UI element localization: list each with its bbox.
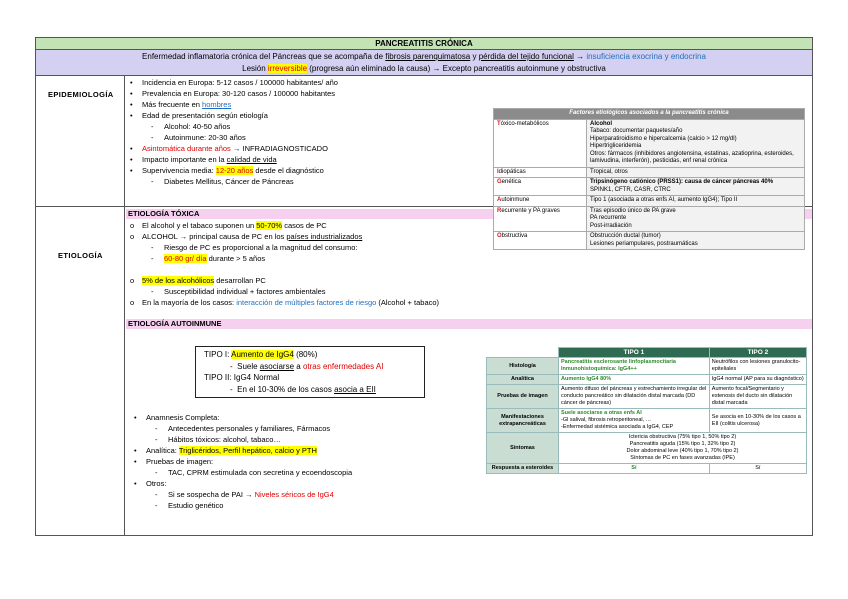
- def-text: y: [470, 52, 479, 61]
- list-item: • Pruebas de imagen:: [134, 457, 214, 466]
- list-item: o 5% de los alcohólicos desarrollan PC: [130, 276, 266, 285]
- list-item: - 60-80 gr/ día durante > 5 años: [151, 254, 266, 263]
- etiology-autoimmune-header: ETIOLOGÍA AUTOINMUNE: [126, 319, 812, 329]
- header-band: [486, 209, 493, 219]
- table-row: Tóxico-metabólicos Alcohol Tabaco: documentar paquetes/año Hiperparatiroidismo e hipercalcemia (calcio > 12 mg/dl) Hipertrigliceridemia Otros: fármacos (inhibidores angiotensina, estatinas, azatioprina, esteroides, lamivudina, interferón), pesticidas, enf renal crónica: [494, 119, 805, 167]
- table-row: Genética Tripsinógeno catiónico (PRSS1): causa de cáncer páncreas 40% SPINK1, CFTR, CASR, CTRC: [494, 178, 805, 196]
- list-item: - Antecedentes personales y familiares, Fármacos: [155, 424, 331, 433]
- list-item: • Otros:: [134, 479, 167, 488]
- def-fibrosis: fibrosis parenquimatosa: [385, 52, 471, 61]
- list-item: - TAC, CPRM estimulada con secretina y ecoendoscopia: [155, 468, 353, 477]
- table-row: Autoinmune Tipo 1 (asociada a otras enfs AI, aumento IgG4); Tipo II: [494, 196, 805, 207]
- list-item: - Riesgo de PC es proporcional a la magnitud del consumo:: [151, 243, 358, 252]
- etiology-factors-table: [493, 108, 805, 250]
- def-text: (progresa aún eliminado la causa) → Excepto pancreatitis autoinmune y obstructiva: [307, 64, 606, 73]
- type2-header: TIPO 2: [709, 348, 806, 358]
- def-text: Enfermedad inflamatoria crónica del Páncreas que se acompaña de: [142, 52, 386, 61]
- list-item: o En la mayoría de los casos: interacción de múltiples factores de riesgo (Alcohol + tabaco): [130, 298, 440, 307]
- list-item: • Incidencia en Europa: 5-12 casos / 100000 habitantes/ año: [130, 78, 338, 87]
- table-row: Histología Pancreatitis esclerosante linfoplasmocitaria Inmunohistoquímica: IgG4++ Neutrófilos con lesiones granulocito-epiteliales: [487, 358, 807, 375]
- list-item: - Si se sospecha de PAI → Niveles séricos de IgG4: [155, 490, 334, 499]
- etiology-toxic-header: ETIOLOGÍA TÓXICA: [126, 209, 486, 219]
- header-band: [805, 209, 812, 219]
- list-item: - Alcohol: 40-50 años: [151, 122, 231, 131]
- list-item: • Analítica: Triglicéridos, Perfil hepático, calcio y PTH: [134, 446, 317, 455]
- table-row: Analítica Aumento IgG4 80% IgG4 normal (AP para su diagnóstico): [487, 375, 807, 385]
- def-irreversible: irreversible: [267, 64, 308, 73]
- list-item: - Diabetes Mellitus, Cáncer de Páncreas: [151, 177, 294, 186]
- list-item: • Impacto importante en la calidad de vida: [130, 155, 277, 164]
- list-item: - Hábitos tóxicos: alcohol, tabaco…: [155, 435, 281, 444]
- table-row: Manifestaciones extrapancreáticas Suele asociarse a otras enfs AI -Gl salival, fibrosis retroperitoneal, … -Enfermedad sistémica asociada a IgG4, CEP Se asocia en 10-30% de los casos a EII (colitis ulcerosa): [487, 409, 807, 433]
- def-arrow: →: [573, 52, 587, 61]
- table-row: Obstructiva Obstrucción ductal (tumor) Lesiones periampulares, postraumáticas: [494, 232, 805, 250]
- divider: [124, 76, 125, 536]
- link-hombres[interactable]: hombres: [202, 100, 232, 109]
- list-item: • Anamnesis Completa:: [134, 413, 220, 422]
- list-item: - Autoinmune: 20-30 años: [151, 133, 246, 142]
- section-label-etiology: ETIOLOGÍA: [58, 251, 103, 260]
- autoimmune-types-box: TIPO I: Aumento de IgG4 (80%) - Suele asociarse a otras enfermedades AI TIPO II: IgG4 Normal - En el 10-30% de los casos asocia a EII: [195, 346, 425, 398]
- list-item: o ALCOHOL → principal causa de PC en los países industrializados: [130, 232, 363, 241]
- list-item: - Estudio genético: [155, 501, 224, 510]
- def-text: Lesión: [242, 64, 268, 73]
- epidemiology-list: [130, 77, 490, 187]
- list-item: - Susceptibilidad individual + factores ambientales: [151, 287, 326, 296]
- list-item: • Asintomática durante años → INFRADIAGNOSTICADO: [130, 144, 328, 153]
- table-row: Pruebas de imagen Aumento difuso del páncreas y estrechamiento irregular del conducto pancreático sin dilatación distal marcada (DD cáncer de páncreas) Aumento focal/Segmentario y estenosis del ducto sin dilatación distal marcada: [487, 385, 807, 409]
- type1-header: TIPO 1: [559, 348, 710, 358]
- section-label-epidemiology: EPIDEMIOLOGÍA: [48, 90, 114, 99]
- factors-table-title: Factores etiológicos asociados a la pancreatitis crónica: [494, 109, 805, 120]
- list-item: • Prevalencia en Europa: 30-120 casos / 100000 habitantes: [130, 89, 336, 98]
- etiology-toxic-list: [130, 220, 490, 308]
- diagnosis-list: [134, 412, 484, 511]
- def-insufficiency: insuficiencia exocrina y endocrina: [586, 52, 706, 61]
- autoimmune-types-table: [486, 347, 807, 474]
- list-item: • Supervivencia media: 12-20 años desde el diagnóstico: [130, 166, 324, 175]
- page-title: PANCREATITIS CRÓNICA: [35, 37, 813, 50]
- spacer: [130, 264, 490, 275]
- list-item: • Edad de presentación según etiología: [130, 111, 268, 120]
- table-row: Síntomas Ictericia obstructiva (75% tipo 1, 50% tipo 2) Pancreatitis aguda (15% tipo 1, 32% tipo 2) Dolor abdominal leve (40% tipo 1, 70% tipo 2) Síntomas de PC en fases avanzadas (IPE): [487, 433, 807, 464]
- list-item: o El alcohol y el tabaco suponen un 50-70% casos de PC: [130, 221, 327, 230]
- table-row: Idiopáticas Tropical, otros: [494, 167, 805, 178]
- definition-box: [35, 50, 813, 76]
- table-row: Respuesta a esteroides Sí Sí: [487, 464, 807, 474]
- empty-cell: [487, 348, 559, 358]
- def-loss: pérdida del tejido funcional: [478, 52, 574, 61]
- list-item: • Más frecuente en hombres: [130, 100, 232, 109]
- table-row: Recurrente y PA graves Tras episodio único de PA grave PA recurrente Post-irradiación: [494, 206, 805, 232]
